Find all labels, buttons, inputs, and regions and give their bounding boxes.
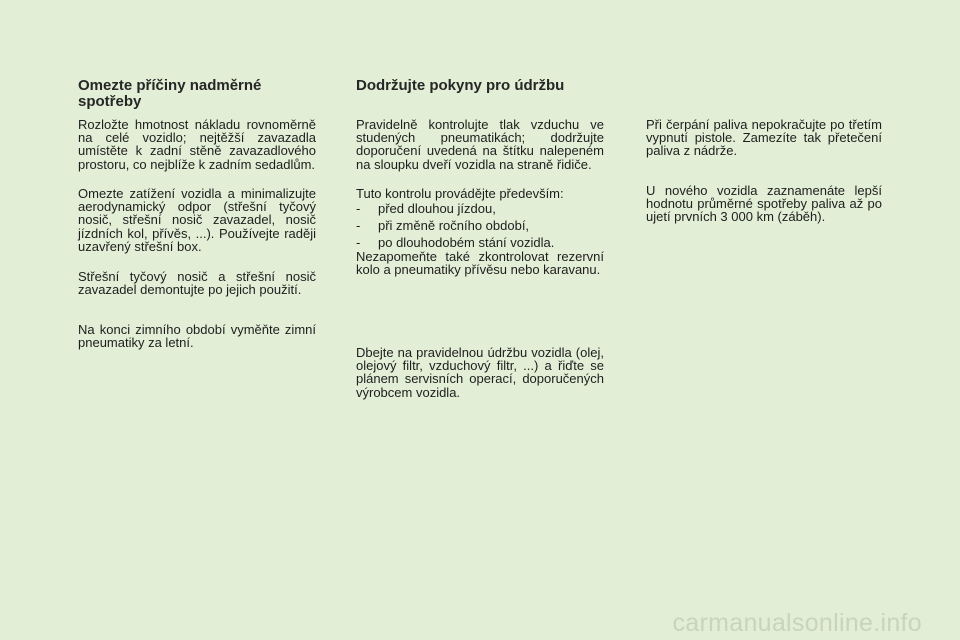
paragraph-tyre-pressure: Pravidelně kontrolujte tlak vzduchu ve studených pneumatikách; dodržujte doporučení uvedená na štítku nalepeném na sloupku dveří vozidla na straně řidiče. (356, 117, 604, 172)
watermark-text: carmanualsonline.info (672, 609, 922, 637)
paragraph-aerodynamics: Omezte zatížení vozidla a minimalizujte aerodynamický odpor (střešní tyčový nosič, střešní nosič zavazadel, nosič jízdních kol, přívěs, ...). Používejte raději uzavřený střešní box. (78, 186, 316, 254)
list-item: - při změně ročního období, (356, 218, 530, 233)
paragraph-servicing: Dbejte na pravidelnou údržbu vozidla (olej, olejový filtr, vzduchový filtr, ...) a řiďte se plánem servisních operací, doporučených výrobcem vozidla. (356, 345, 604, 400)
paragraph-spare-wheel: Nezapomeňte také zkontrolovat rezervní kolo a pneumatiky přívěsu nebo karavanu. (356, 249, 604, 278)
paragraph-check-when: Tuto kontrolu provádějte především: (356, 186, 564, 201)
section-title-consumption: Omezte příčiny nadměrné spotřeby (78, 77, 262, 110)
section-title-maintenance: Dodržujte pokyny pro údržbu (356, 77, 565, 94)
list-item: - před dlouhou jízdou, (356, 201, 496, 216)
list-item: - po dlouhodobém stání vozidla. (356, 235, 555, 250)
paragraph-roof-rack: Střešní tyčový nosič a střešní nosič zavazadel demontujte po jejich použití. (78, 269, 316, 298)
paragraph-refuelling: Při čerpání paliva nepokračujte po třetím vypnutí pistole. Zamezíte tak přetečení paliva z nádrže. (646, 117, 882, 159)
check-occasions-list (356, 200, 604, 251)
paragraph-winter-tyres: Na konci zimního období vyměňte zimní pneumatiky za letní. (78, 322, 316, 351)
paragraph-running-in: U nového vozidla zaznamenáte lepší hodnotu průměrné spotřeby paliva až po ujetí prvních 3 000 km (záběh). (646, 183, 882, 225)
paragraph-load-distribution: Rozložte hmotnost nákladu rovnoměrně na celé vozidlo; nejtěžší zavazadla umístěte k zadní stěně zavazadlového prostoru, co nejblíže k zadním sedadlům. (78, 117, 316, 172)
